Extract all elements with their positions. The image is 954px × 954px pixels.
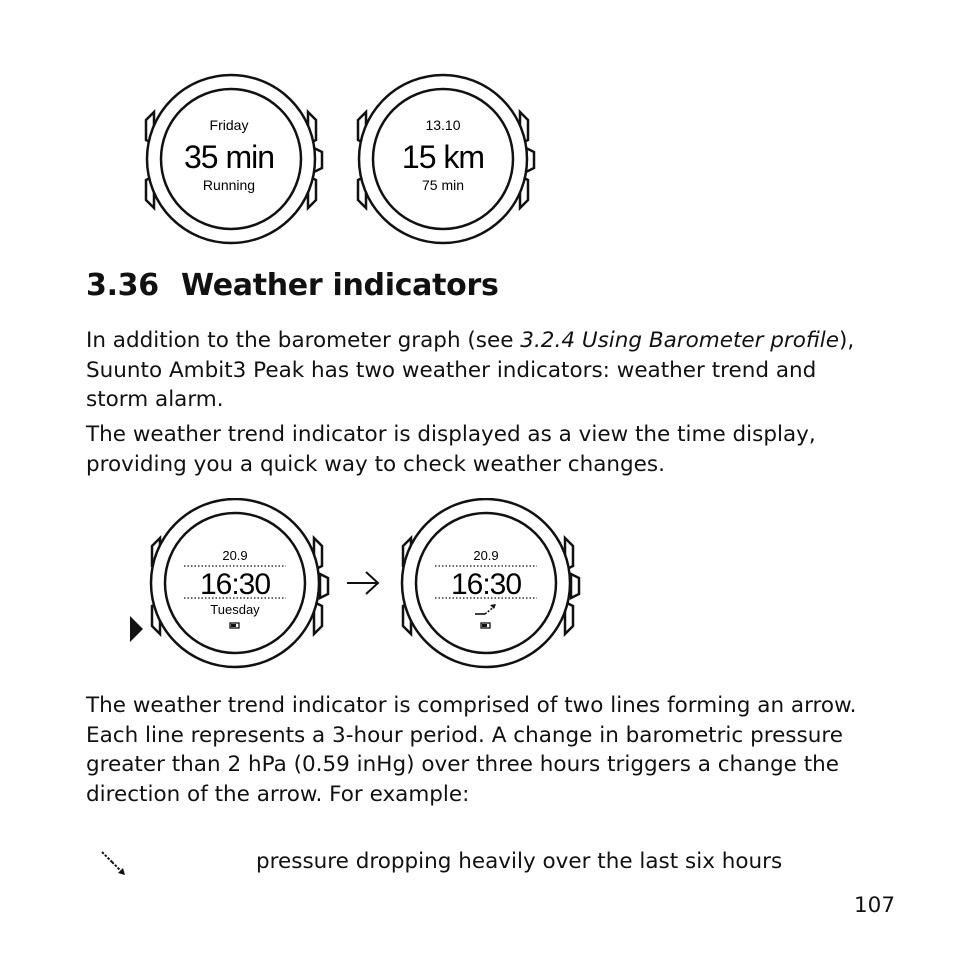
watch-main-text: 16:30 bbox=[199, 568, 271, 601]
trend-dropping-icon bbox=[100, 850, 128, 878]
watch-top-text: 20.9 bbox=[473, 548, 499, 563]
paragraph-intro bbox=[86, 326, 876, 415]
watch-time-tuesday bbox=[146, 498, 331, 673]
barometer-profile-link[interactable]: 3.2.4 Using Barometer profile bbox=[520, 328, 840, 353]
watch-bottom-text: Tuesday bbox=[210, 602, 260, 617]
watch-main-text: 35 min bbox=[183, 139, 275, 175]
intro-text-before: In addition to the barometer graph (see bbox=[86, 328, 521, 353]
paragraph-trend-view: The weather trend indicator is displayed as a view the time display, providing you a quick way to check weather changes. bbox=[86, 422, 816, 477]
section-number: 3.36 bbox=[86, 268, 159, 303]
watch-top-text: 20.9 bbox=[222, 548, 248, 563]
watch-top-text: 13.10 bbox=[425, 117, 461, 133]
watch-bottom-text: Running bbox=[202, 177, 256, 193]
section-heading bbox=[86, 268, 499, 303]
watch-top-text: Friday bbox=[209, 117, 249, 133]
intro-text-after: ), Suunto Ambit3 Peak has two weather indicators: weather trend and storm alarm. bbox=[86, 328, 855, 412]
section-title: Weather indicators bbox=[181, 268, 499, 303]
watch-friday-running bbox=[140, 72, 325, 247]
watch-main-text: 16:30 bbox=[450, 568, 522, 601]
watch-bottom-text: 75 min bbox=[421, 177, 465, 193]
page-number: 107 bbox=[854, 893, 896, 918]
arrow-right-icon bbox=[344, 568, 382, 598]
watch-main-text: 15 km bbox=[401, 139, 485, 175]
button-indicator-icon bbox=[130, 616, 144, 642]
paragraph-trend-explanation: The weather trend indicator is comprised of two lines forming an arrow. Each line represents a 3-hour period. A change in barometric pressure greater than 2 hPa (0.59 inHg) over three hours triggers a change the direction of the arrow. For example: bbox=[86, 693, 857, 807]
example-description: pressure dropping heavily over the last six hours bbox=[256, 849, 783, 874]
watch-time-trend bbox=[397, 498, 582, 673]
watch-distance bbox=[352, 72, 537, 247]
